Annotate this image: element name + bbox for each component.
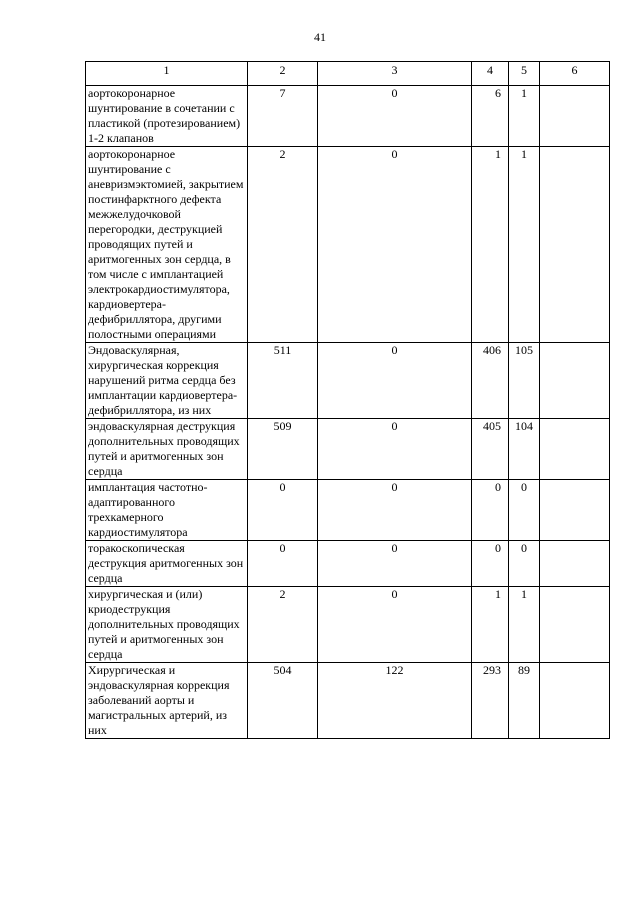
table-row [86,343,610,419]
cell-col-2: 2 [248,147,318,343]
page-number: 41 [314,30,326,44]
cell-col-3: 0 [318,86,472,147]
table-row [86,419,610,480]
cell-col-2: 7 [248,86,318,147]
cell-col-2: 2 [248,587,318,663]
table-row [86,147,610,343]
cell-col-3: 122 [318,663,472,739]
cell-col-3: 0 [318,343,472,419]
cell-col-5: 105 [509,343,540,419]
cell-col-4: 0 [472,541,509,587]
cell-col-6 [540,587,610,663]
cell-col-5: 0 [509,480,540,541]
header-col-2: 2 [248,62,318,86]
table-row [86,663,610,739]
row-name: Хирургическая и эндоваскулярная коррекция заболеваний аорты и магистральных артерий, из них [86,663,248,739]
cell-col-6 [540,419,610,480]
cell-col-5: 1 [509,587,540,663]
header-col-1: 1 [86,62,248,86]
table-body [86,86,610,739]
row-name: эндоваскулярная деструкция дополнительных проводящих путей и аритмогенных зон сердца [86,419,248,480]
row-name: аортокоронарное шунтирование в сочетании с пластикой (протезированием) 1-2 клапанов [86,86,248,147]
table-row [86,541,610,587]
row-name: аортокоронарное шунтирование с аневризмэктомией, закрытием постинфарктного дефекта межжелудочковой перегородки, деструкцией проводящих путей и аритмогенных зон сердца, в том числе с имплантацией электрокардиостимулятора, кардиовертера-дефибриллятора, другими полостными операциями [86,147,248,343]
cell-col-6 [540,480,610,541]
table-row [86,86,610,147]
cell-col-3: 0 [318,480,472,541]
row-name: торакоскопическая деструкция аритмогенных зон сердца [86,541,248,587]
cell-col-4: 405 [472,419,509,480]
cell-col-2: 0 [248,480,318,541]
cell-col-6 [540,147,610,343]
cell-col-4: 1 [472,587,509,663]
cell-col-5: 0 [509,541,540,587]
cell-col-4: 293 [472,663,509,739]
table-row [86,587,610,663]
header-col-3: 3 [318,62,472,86]
row-name: имплантация частотно-адаптированного трехкамерного кардиостимулятора [86,480,248,541]
cell-col-3: 0 [318,587,472,663]
cell-col-2: 509 [248,419,318,480]
header-col-6: 6 [540,62,610,86]
header-row [86,62,610,86]
table-row [86,480,610,541]
cell-col-2: 511 [248,343,318,419]
cell-col-4: 6 [472,86,509,147]
cell-col-2: 0 [248,541,318,587]
cell-col-6 [540,343,610,419]
cell-col-6 [540,663,610,739]
cell-col-3: 0 [318,541,472,587]
row-name: Эндоваскулярная, хирургическая коррекция нарушений ритма сердца без имплантации кардиовертера-дефибриллятора, из них [86,343,248,419]
data-table [85,61,610,739]
cell-col-5: 104 [509,419,540,480]
cell-col-5: 89 [509,663,540,739]
cell-col-4: 1 [472,147,509,343]
cell-col-6 [540,86,610,147]
cell-col-6 [540,541,610,587]
cell-col-4: 0 [472,480,509,541]
row-name: хирургическая и (или) криодеструкция дополнительных проводящих путей и аритмогенных зон сердца [86,587,248,663]
cell-col-4: 406 [472,343,509,419]
cell-col-5: 1 [509,86,540,147]
header-col-4: 4 [472,62,509,86]
cell-col-3: 0 [318,147,472,343]
table-header [86,62,610,86]
cell-col-5: 1 [509,147,540,343]
cell-col-3: 0 [318,419,472,480]
cell-col-2: 504 [248,663,318,739]
header-col-5: 5 [509,62,540,86]
